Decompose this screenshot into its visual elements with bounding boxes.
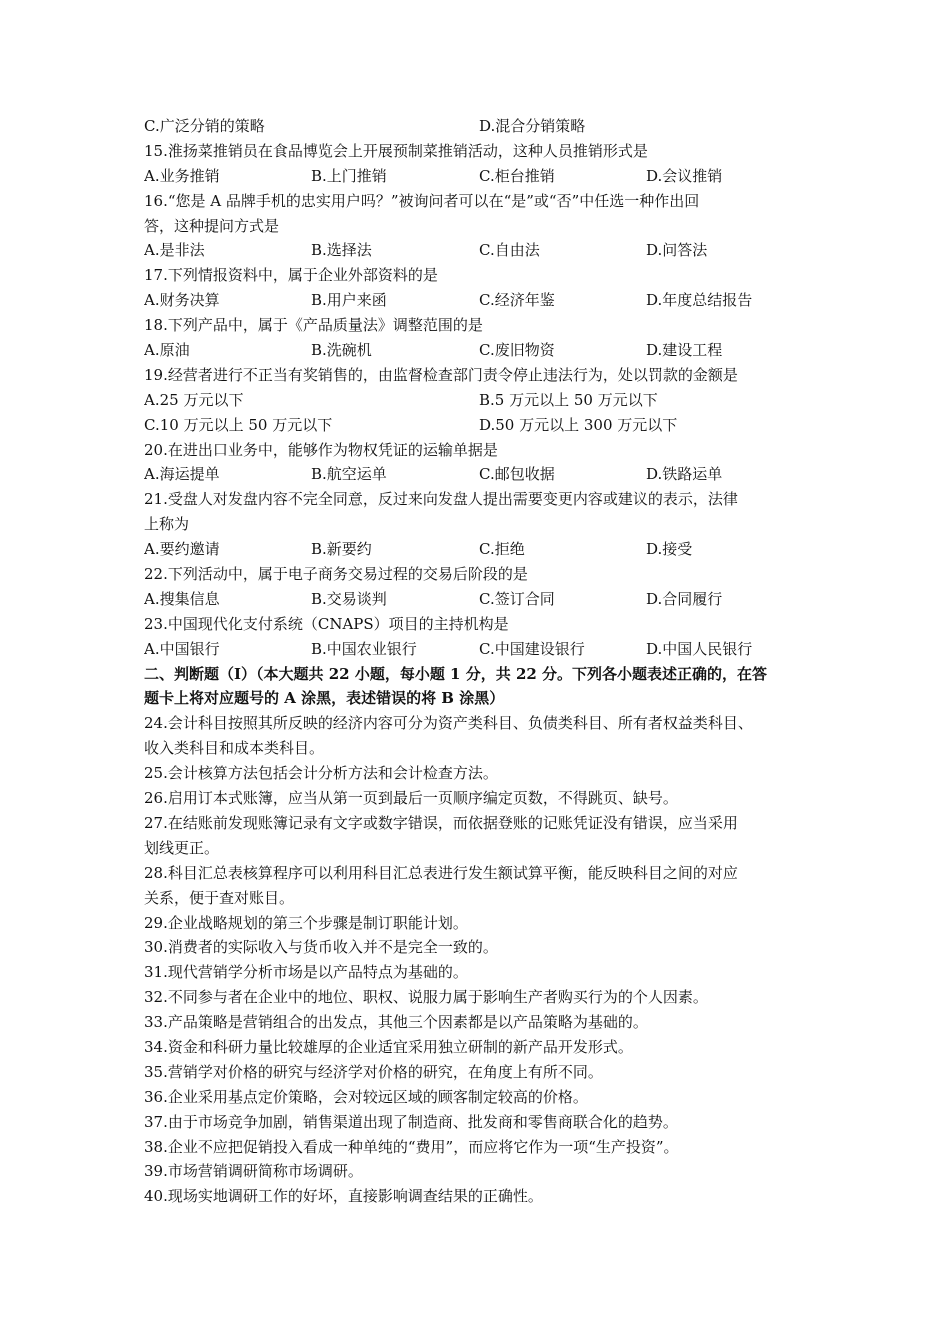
question-text: 29.企业战略规划的第三个步骤是制订职能计划。	[144, 913, 468, 932]
option-a: A.中国银行	[144, 639, 220, 658]
question-text: 40.现场实地调研工作的好坏，直接影响调查结果的正确性。	[144, 1187, 543, 1206]
option-row	[144, 587, 808, 612]
option-c: C.邮包收据	[479, 465, 555, 484]
option-row	[144, 637, 808, 662]
option-c: C.废旧物资	[479, 341, 555, 360]
option-c: C.经济年鉴	[479, 291, 555, 310]
option-a: A.是非法	[144, 241, 205, 260]
option-a: A.原油	[144, 341, 190, 360]
exam-page	[144, 114, 808, 1209]
option-d: D.会议推销	[646, 166, 723, 185]
question-text: 38.企业不应把促销投入看成一种单纯的“费用”，而应将它作为一项“生产投资”。	[144, 1137, 679, 1156]
option-d: D.年度总结报告	[646, 291, 753, 310]
option-c: C.中国建设银行	[479, 639, 585, 658]
question-text: 27.在结账前发现账簿记录有文字或数字错误，而依据登账的记账凭证没有错误，应当采用	[144, 813, 738, 832]
question-text: 划线更正。	[144, 838, 220, 857]
option-row	[144, 537, 808, 562]
option-row	[144, 462, 808, 487]
question-text: 21.受盘人对发盘内容不完全同意，反过来向发盘人提出需要变更内容或建议的表示，法律	[144, 490, 738, 509]
option-b: B.航空运单	[311, 465, 387, 484]
question-text: 19.经营者进行不正当有奖销售的，由监督检查部门责令停止违法行为，处以罚款的金额是	[144, 365, 738, 384]
option-d: D.合同履行	[646, 589, 723, 608]
option-a: C.10 万元以上 50 万元以下	[144, 415, 333, 434]
question-text: 收入类科目和成本类科目。	[144, 739, 325, 758]
question-text: 36.企业采用基点定价策略，会对较远区域的顾客制定较高的价格。	[144, 1087, 588, 1106]
option-b: B.洗碗机	[311, 341, 372, 360]
option-row	[144, 338, 808, 363]
option-a: A.业务推销	[144, 166, 220, 185]
option-b: D.混合分销策略	[479, 117, 586, 135]
option-c: C.签订合同	[479, 589, 555, 608]
question-text: 28.科目汇总表核算程序可以利用科目汇总表进行发生额试算平衡，能反映科目之间的对应	[144, 863, 738, 882]
question-text: 33.产品策略是营销组合的出发点，其他三个因素都是以产品策略为基础的。	[144, 1013, 648, 1032]
section-heading: 题卡上将对应题号的 A 涂黑，表述错误的将 B 涂黑）	[144, 689, 505, 708]
question-text: 30.消费者的实际收入与货币收入并不是完全一致的。	[144, 938, 498, 957]
option-d: D.中国人民银行	[646, 639, 753, 658]
option-b: B.5 万元以上 50 万元以下	[479, 390, 658, 409]
question-text: 34.资金和科研力量比较雄厚的企业适宜采用独立研制的新产品开发形式。	[144, 1037, 633, 1056]
option-a: C.广泛分销的策略	[144, 117, 265, 135]
question-text: 31.现代营销学分析市场是以产品特点为基础的。	[144, 963, 468, 982]
question-text: 22.下列活动中，属于电子商务交易过程的交易后阶段的是	[144, 565, 528, 584]
option-d: D.铁路运单	[646, 465, 723, 484]
option-b: B.中国农业银行	[311, 639, 417, 658]
option-b: B.用户来函	[311, 291, 387, 310]
option-row	[144, 388, 808, 413]
question-text: 39.市场营销调研简称市场调研。	[144, 1162, 363, 1181]
question-text: 37.由于市场竞争加剧，销售渠道出现了制造商、批发商和零售商联合化的趋势。	[144, 1112, 678, 1131]
question-text: 26.启用订本式账簿，应当从第一页到最后一页顺序编定页数，不得跳页、缺号。	[144, 789, 678, 808]
option-a: A.搜集信息	[144, 589, 220, 608]
option-row	[144, 164, 808, 189]
option-c: C.自由法	[479, 241, 540, 260]
question-text: 15.淮扬菜推销员在食品博览会上开展预制菜推销活动，这种人员推销形式是	[144, 141, 648, 160]
option-b: B.上门推销	[311, 166, 387, 185]
question-text: 18.下列产品中，属于《产品质量法》调整范围的是	[144, 316, 483, 335]
option-b: B.新要约	[311, 540, 372, 559]
option-d: D.问答法	[646, 241, 708, 260]
option-a: A.要约邀请	[144, 540, 220, 559]
question-text: 16.“您是 A 品牌手机的忠实用户吗？”被询问者可以在“是”或“否”中任选一种作出回	[144, 191, 700, 210]
option-b: B.交易谈判	[311, 589, 387, 608]
option-row	[144, 288, 808, 313]
question-text: 20.在进出口业务中，能够作为物权凭证的运输单据是	[144, 440, 498, 459]
option-c: C.柜台推销	[479, 166, 555, 185]
question-text: 23.中国现代化支付系统（CNAPS）项目的主持机构是	[144, 614, 509, 633]
question-text: 关系，便于查对账目。	[144, 888, 295, 907]
question-text: 35.营销学对价格的研究与经济学对价格的研究，在角度上有所不同。	[144, 1062, 603, 1081]
section-heading: 二、判断题（Ⅰ）（本大题共 22 小题，每小题 1 分，共 22 分。下列各小题表述正确的，在答	[144, 664, 768, 683]
option-a: A.海运提单	[144, 465, 220, 484]
option-d: D.建设工程	[646, 341, 723, 360]
question-text: 答，这种提问方式是	[144, 216, 280, 235]
question-text: 17.下列情报资料中，属于企业外部资料的是	[144, 266, 438, 285]
option-row	[144, 238, 808, 263]
option-b: B.选择法	[311, 241, 372, 260]
option-b: D.50 万元以上 300 万元以下	[479, 415, 678, 434]
option-row	[144, 413, 808, 438]
option-a: A.25 万元以下	[144, 390, 244, 409]
question-text: 25.会计核算方法包括会计分析方法和会计检查方法。	[144, 764, 498, 783]
question-text: 32.不同参与者在企业中的地位、职权、说服力属于影响生产者购买行为的个人因素。	[144, 988, 708, 1007]
option-a: A.财务决算	[144, 291, 220, 310]
option-row	[144, 114, 808, 139]
question-text: 24.会计科目按照其所反映的经济内容可分为资产类科目、负债类科目、所有者权益类科目、	[144, 714, 753, 733]
option-c: C.拒绝	[479, 540, 525, 559]
option-d: D.接受	[646, 540, 693, 559]
question-text: 上称为	[144, 515, 190, 534]
